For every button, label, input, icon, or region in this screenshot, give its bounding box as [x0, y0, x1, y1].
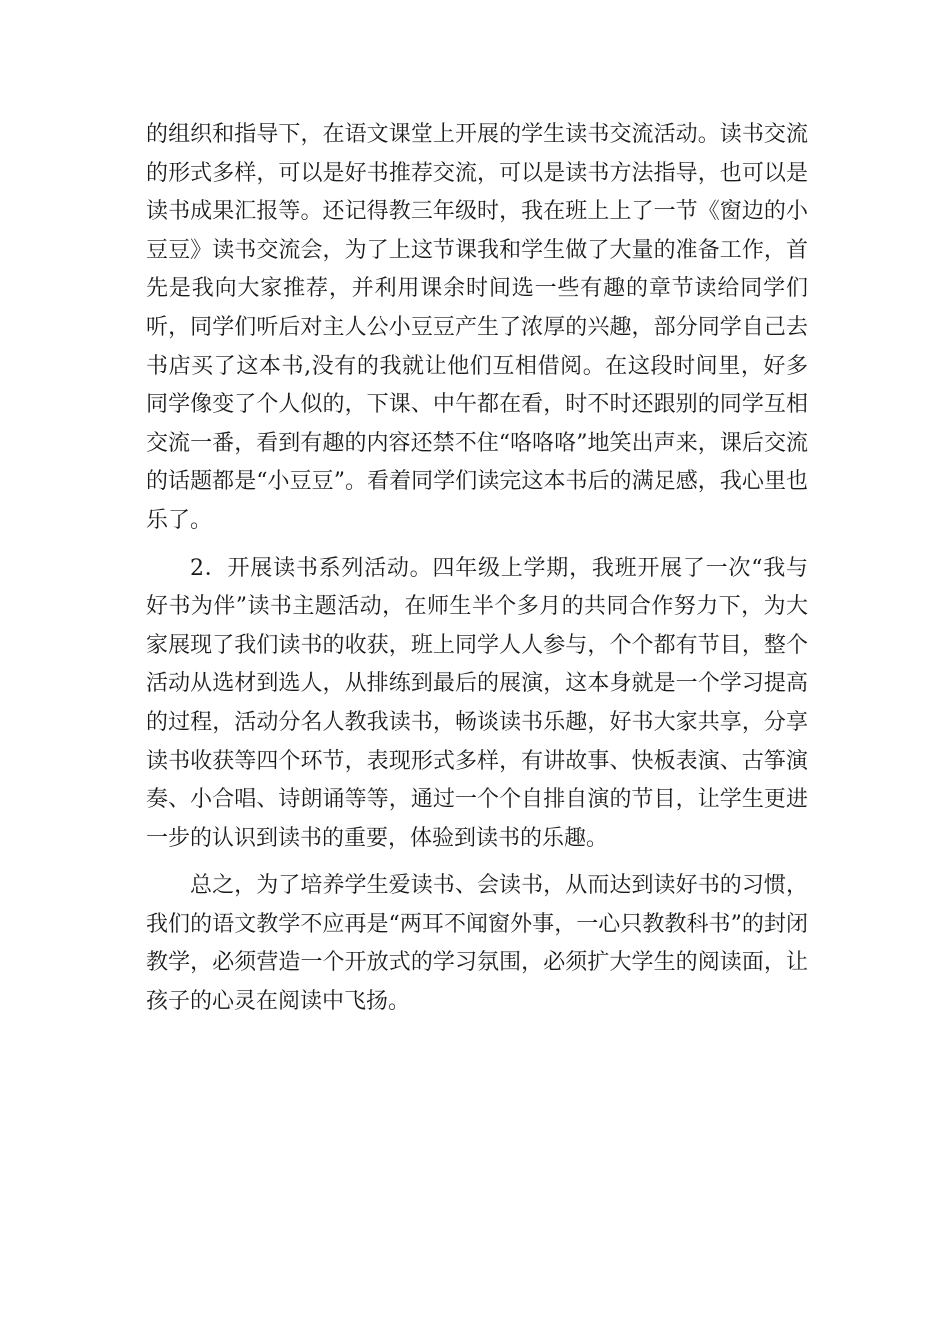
paragraph-conclusion: 总之，为了培养学生爱读书、会读书，从而达到读好书的习惯，我们的语文教学不应再是“两耳不闻窗外事，一心只教教科书”的封闭教学，必须营造一个开放式的学习氛围，必须扩大学生的阅读面，让孩子的心灵在阅读中飞扬。 — [146, 873, 808, 1015]
paragraph-reading-activities: 2．开展读书系列活动。四年级上学期，我班开展了一次“我与好书为伴”读书主题活动，在师生半个多月的共同合作努力下，为大家展现了我们读书的收获，班上同学人人参与，个个都有节目，整个活动从选材到选人，从排练到最后的展演，这本身就是一个学习提高的过程，活动分名人教我读书，畅谈读书乐趣，好书大家共享，分享读书收获等四个环节，表现形式多样，有讲故事、快板表演、古筝演奏、小合唱、诗朗诵等等，通过一个个自排自演的节目，让学生更进一步的认识到读书的重要，体验到读书的乐趣。 — [146, 555, 808, 851]
document-body — [146, 116, 808, 1031]
paragraph-continued: 的组织和指导下，在语文课堂上开展的学生读书交流活动。读书交流的形式多样，可以是好书推荐交流，可以是读书方法指导，也可以是读书成果汇报等。还记得教三年级时，我在班上上了一节《窗边的小豆豆》读书交流会，为了上这节课我和学生做了大量的准备工作，首先是我向大家推荐，并利用课余时间选一些有趣的章节读给同学们听，同学们听后对主人公小豆豆产生了浓厚的兴趣，部分同学自己去书店买了这本书,没有的我就让他们互相借阅。在这段时间里，好多同学像变了个人似的，下课、中午都在看，时不时还跟别的同学互相交流一番，看到有趣的内容还禁不住“咯咯咯”地笑出声来，课后交流的话题都是“小豆豆”。看着同学们读完这本书后的满足感，我心里也乐了。 — [146, 122, 808, 533]
